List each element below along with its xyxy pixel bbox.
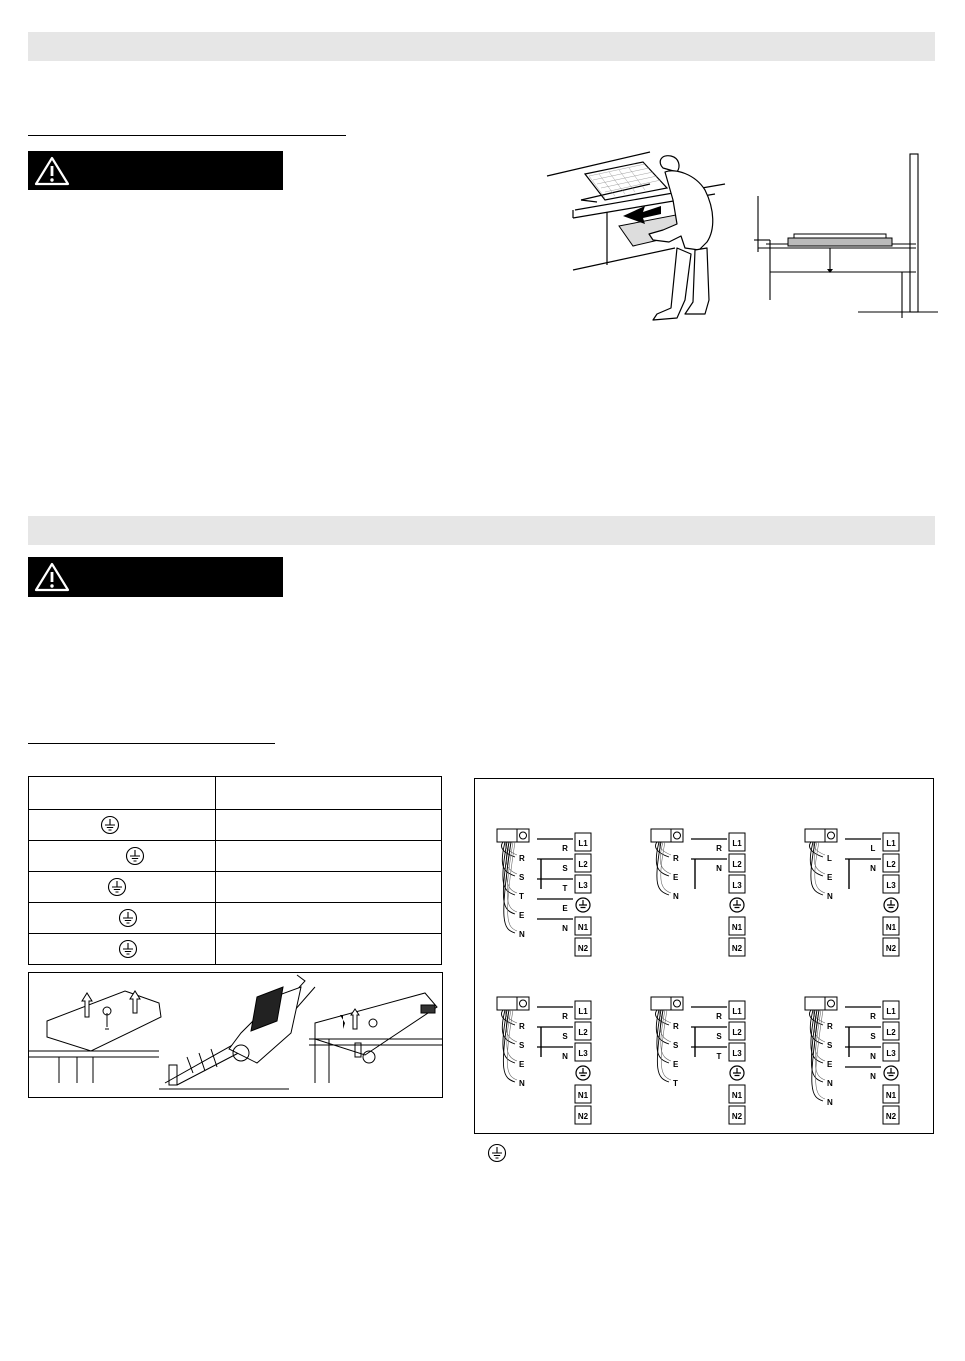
bridge-label: N (870, 1072, 876, 1081)
wire-label: N (519, 1079, 525, 1088)
terminal-label: L1 (886, 1007, 896, 1016)
earth-ground-icon (100, 815, 120, 835)
clamp-screw-housing (517, 997, 529, 1010)
wire-label: T (673, 1079, 678, 1088)
terminal-label: N1 (577, 923, 589, 932)
wire-label: S (673, 1041, 679, 1050)
subheading-rule-2 (28, 743, 275, 744)
supply-terminal-block (651, 997, 671, 1010)
bridge-label: R (716, 844, 722, 853)
terminal-label: L1 (578, 839, 588, 848)
terminal-label: N1 (885, 1091, 897, 1100)
supply-wire (660, 842, 671, 874)
supply-terminal-block (805, 829, 825, 842)
table-header-row (29, 777, 442, 810)
wire-label: R (519, 1022, 525, 1031)
screw-icon (369, 1019, 377, 1027)
terminal-label: L3 (886, 881, 896, 890)
warning-box-2 (28, 557, 283, 597)
bridge-label: S (870, 1032, 876, 1041)
terminal-label: N2 (577, 1112, 589, 1121)
clamp-screw-housing (825, 997, 837, 1010)
table-row (29, 841, 442, 872)
wire-label: S (519, 1041, 525, 1050)
table-row (29, 810, 442, 841)
wire-label: L (827, 854, 832, 863)
wire-label: R (827, 1022, 833, 1031)
clamp-screw-housing (825, 829, 837, 842)
bridge-label: T (716, 1052, 722, 1061)
bridge-label: E (562, 904, 568, 913)
terminal-box-illustration-panel (28, 972, 443, 1098)
earth-ground-icon (118, 908, 138, 928)
wire-label: R (673, 854, 679, 863)
wire-label: N (827, 1079, 833, 1088)
hob-installation-illustration (545, 150, 735, 322)
bridge-label: S (716, 1032, 722, 1041)
terminal-label: L1 (578, 1007, 588, 1016)
wire-label: N (827, 892, 833, 901)
terminal-label: L2 (578, 860, 588, 869)
wire-label: E (519, 1060, 525, 1069)
supply-terminal-block (497, 997, 517, 1010)
terminal-label: L2 (886, 860, 896, 869)
bridge-label: N (870, 864, 876, 873)
terminal-label: L1 (732, 1007, 742, 1016)
table-row (29, 934, 442, 965)
wire-label: N (519, 930, 525, 939)
terminal-label: L3 (732, 1049, 742, 1058)
bridge-label: R (716, 1012, 722, 1021)
warning-triangle-icon (34, 156, 70, 186)
terminal-label: L2 (886, 1028, 896, 1037)
warning-box-1 (28, 151, 283, 190)
bridge-label: N (562, 924, 568, 933)
terminal-label: L3 (578, 1049, 588, 1058)
earth-ground-icon (125, 846, 145, 866)
section-header-band-installation (28, 32, 935, 61)
section-header-band-electrical (28, 516, 935, 545)
terminal-label: L3 (886, 1049, 896, 1058)
terminal-label: L3 (578, 881, 588, 890)
terminal-label: L2 (578, 1028, 588, 1037)
clamp-screw-housing (671, 829, 683, 842)
earth-ground-icon (118, 939, 138, 959)
terminal-label: N2 (731, 944, 743, 953)
table-row (29, 903, 442, 934)
earth-ground-icon (107, 877, 127, 897)
clamp-screw-housing (671, 997, 683, 1010)
supply-wire (814, 842, 825, 874)
bridge-label: R (870, 1012, 876, 1021)
bridge-label: N (716, 864, 722, 873)
terminal-label: L3 (732, 881, 742, 890)
earth-ground-icon (487, 1143, 507, 1163)
terminal-label: L1 (732, 839, 742, 848)
terminal-label: N2 (577, 944, 589, 953)
wire-label: T (519, 892, 524, 901)
terminal-label: N1 (577, 1091, 589, 1100)
subheading-rule-1 (28, 135, 346, 136)
wire-label: E (827, 1060, 833, 1069)
wiring-diagrams-panel (474, 778, 934, 1134)
terminal-label: N1 (731, 1091, 743, 1100)
terminal-label: N1 (731, 923, 743, 932)
supply-terminal-block (805, 997, 825, 1010)
bridge-label: L (870, 844, 876, 853)
table-row (29, 872, 442, 903)
terminal-label: N2 (731, 1112, 743, 1121)
wiring-diagrams (475, 779, 933, 1133)
wire-label: N (673, 892, 679, 901)
terminal-label: N1 (885, 923, 897, 932)
supply-terminal-block (651, 829, 671, 842)
bridge-label: T (562, 884, 568, 893)
wire-label: E (827, 873, 833, 882)
terminal-cover-illustrations (29, 973, 442, 1097)
bridge-label: R (562, 844, 568, 853)
earth-connection-table (28, 776, 442, 965)
terminal-label: N2 (885, 1112, 897, 1121)
terminal-label: L2 (732, 1028, 742, 1037)
wire-label: R (673, 1022, 679, 1031)
wire-label: E (673, 873, 679, 882)
terminal-label: N2 (885, 944, 897, 953)
wire-label: S (519, 873, 525, 882)
wire-label: S (827, 1041, 833, 1050)
wire-label: N (827, 1098, 833, 1107)
clamp-screw-housing (517, 829, 529, 842)
bridge-label: S (562, 864, 568, 873)
bridge-label: S (562, 1032, 568, 1041)
wire-label: R (519, 854, 525, 863)
bridge-label: R (562, 1012, 568, 1021)
supply-terminal-block (497, 829, 517, 842)
terminal-label: L1 (886, 839, 896, 848)
terminal-label: L2 (732, 860, 742, 869)
wire-label: E (673, 1060, 679, 1069)
wire-label: E (519, 911, 525, 920)
worktop-cross-section-drawing (748, 152, 938, 322)
bridge-label: N (870, 1052, 876, 1061)
bridge-label: N (562, 1052, 568, 1061)
warning-triangle-icon (34, 562, 70, 592)
